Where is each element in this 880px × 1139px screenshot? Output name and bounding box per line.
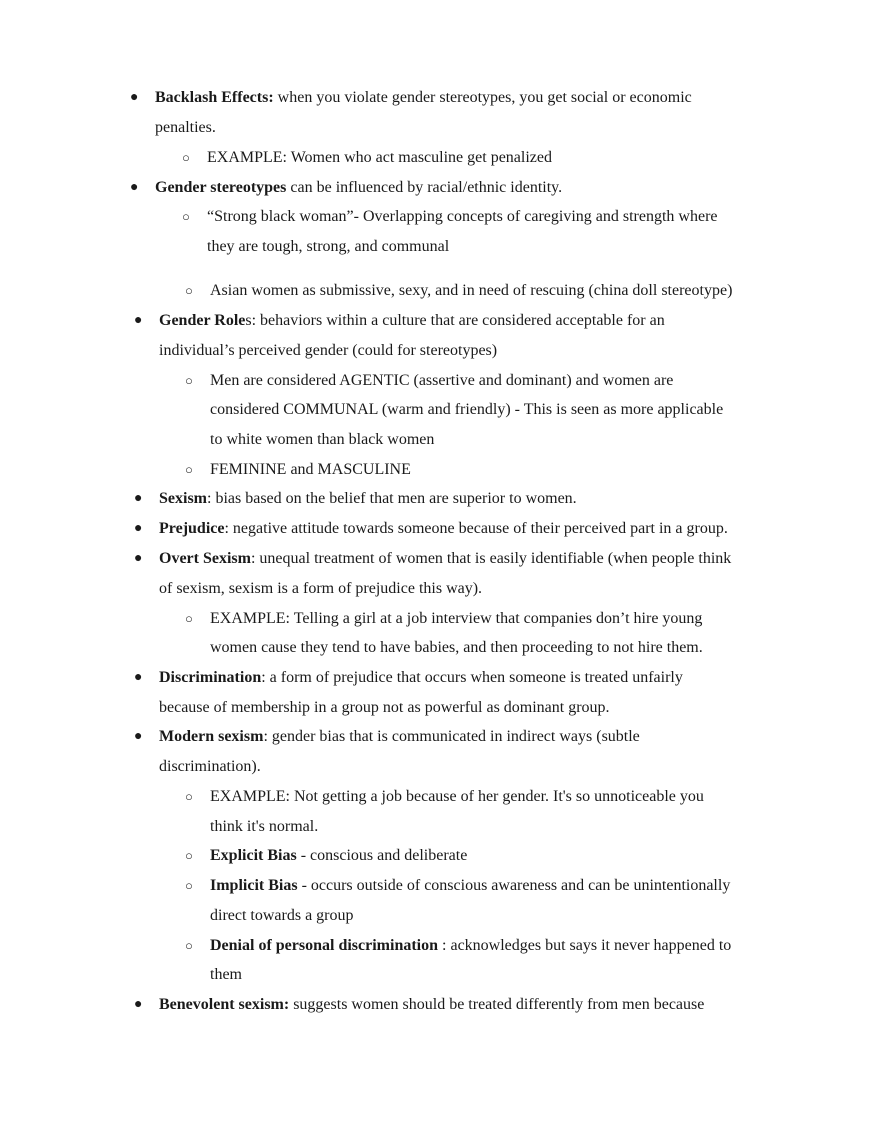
term: Explicit Bias bbox=[210, 847, 297, 864]
list-item bbox=[155, 88, 692, 108]
definition: : a form of prejudice that occurs when someone is treated unfairly bbox=[261, 669, 683, 686]
definition: : unequal treatment of women that is easily identifiable (when people think bbox=[250, 550, 732, 567]
term: Denial of personal discrimination bbox=[210, 937, 439, 954]
sub-list-item bbox=[210, 876, 730, 896]
definition: : negative attitude towards someone because of their perceived part in a group. bbox=[224, 520, 728, 537]
sub-bullet-icon: ○ bbox=[185, 789, 193, 804]
definition: - occurs outside of conscious awareness and can be unintentionally bbox=[297, 877, 731, 894]
definition: : bias based on the belief that men are superior to women. bbox=[207, 490, 577, 507]
sub-list-item-continuation: direct towards a group bbox=[210, 907, 354, 924]
term: Overt Sexism bbox=[159, 550, 251, 567]
list-item bbox=[159, 668, 683, 688]
list-item bbox=[159, 489, 577, 509]
bullet-icon: ● bbox=[134, 670, 143, 685]
bullet-icon: ● bbox=[130, 180, 139, 195]
term: Sexism bbox=[159, 490, 207, 507]
list-item bbox=[155, 178, 562, 198]
list-item-continuation: penalties. bbox=[155, 119, 216, 136]
sub-list-item-continuation: women cause they tend to have babies, and then proceeding to not hire them. bbox=[210, 639, 703, 656]
term: Discrimination bbox=[159, 669, 262, 686]
sub-list-item-continuation: to white women than black women bbox=[210, 431, 435, 448]
term: Benevolent sexism: bbox=[159, 996, 290, 1013]
list-item bbox=[159, 727, 640, 747]
term: Gender Role bbox=[159, 312, 246, 329]
term: Backlash Effects: bbox=[155, 89, 274, 106]
definition: suggests women should be treated differently from men because bbox=[289, 996, 705, 1013]
sub-bullet-icon: ○ bbox=[185, 938, 193, 953]
definition: when you violate gender stereotypes, you get social or economic bbox=[273, 89, 692, 106]
list-item bbox=[159, 311, 665, 331]
bullet-icon: ● bbox=[134, 313, 143, 328]
definition: - conscious and deliberate bbox=[296, 847, 468, 864]
sub-list-item: EXAMPLE: Telling a girl at a job interview that companies don’t hire young bbox=[210, 610, 703, 627]
bullet-icon: ● bbox=[134, 551, 143, 566]
sub-list-item bbox=[210, 936, 731, 956]
sub-bullet-icon: ○ bbox=[185, 462, 193, 477]
sub-list-item: FEMININE and MASCULINE bbox=[210, 461, 411, 478]
sub-list-item-continuation: considered COMMUNAL (warm and friendly) - This is seen as more applicable bbox=[210, 401, 724, 418]
bullet-icon: ● bbox=[134, 729, 143, 744]
list-item-continuation: because of membership in a group not as powerful as dominant group. bbox=[159, 699, 610, 716]
sub-list-item-continuation: them bbox=[210, 966, 242, 983]
term: Gender stereotypes bbox=[155, 179, 287, 196]
bullet-icon: ● bbox=[130, 90, 139, 105]
sub-bullet-icon: ○ bbox=[185, 878, 193, 893]
sub-bullet-icon: ○ bbox=[182, 150, 190, 165]
definition: : acknowledges but says it never happened to bbox=[438, 937, 732, 954]
sub-list-item: Asian women as submissive, sexy, and in need of rescuing (china doll stereotype) bbox=[210, 282, 733, 299]
term: Modern sexism bbox=[159, 728, 264, 745]
term: Prejudice bbox=[159, 520, 225, 537]
sub-bullet-icon: ○ bbox=[185, 611, 193, 626]
sub-list-item-continuation: think it's normal. bbox=[210, 818, 319, 835]
sub-list-item: EXAMPLE: Not getting a job because of her gender. It's so unnoticeable you bbox=[210, 788, 704, 805]
list-item bbox=[159, 519, 728, 539]
term: Implicit Bias bbox=[210, 877, 298, 894]
list-item-continuation: individual’s perceived gender (could for stereotypes) bbox=[159, 342, 498, 359]
sub-bullet-icon: ○ bbox=[185, 283, 193, 298]
sub-list-item: EXAMPLE: Women who act masculine get penalized bbox=[207, 149, 552, 166]
definition: : gender bias that is communicated in indirect ways (subtle bbox=[263, 728, 640, 745]
sub-bullet-icon: ○ bbox=[185, 848, 193, 863]
sub-bullet-icon: ○ bbox=[185, 373, 193, 388]
sub-list-item: Men are considered AGENTIC (assertive and dominant) and women are bbox=[210, 372, 674, 389]
list-item bbox=[159, 995, 704, 1015]
sub-list-item: “Strong black woman”- Overlapping concepts of caregiving and strength where bbox=[207, 208, 718, 225]
sub-list-item-continuation: they are tough, strong, and communal bbox=[207, 238, 450, 255]
definition: s: behaviors within a culture that are considered acceptable for an bbox=[245, 312, 665, 329]
sub-bullet-icon: ○ bbox=[182, 209, 190, 224]
list-item-continuation: discrimination). bbox=[159, 758, 261, 775]
list-item-continuation: of sexism, sexism is a form of prejudice this way). bbox=[159, 580, 483, 597]
definition: can be influenced by racial/ethnic identity. bbox=[286, 179, 563, 196]
bullet-icon: ● bbox=[134, 521, 143, 536]
bullet-icon: ● bbox=[134, 491, 143, 506]
sub-list-item bbox=[210, 846, 467, 866]
list-item bbox=[159, 549, 731, 569]
bullet-icon: ● bbox=[134, 997, 143, 1012]
